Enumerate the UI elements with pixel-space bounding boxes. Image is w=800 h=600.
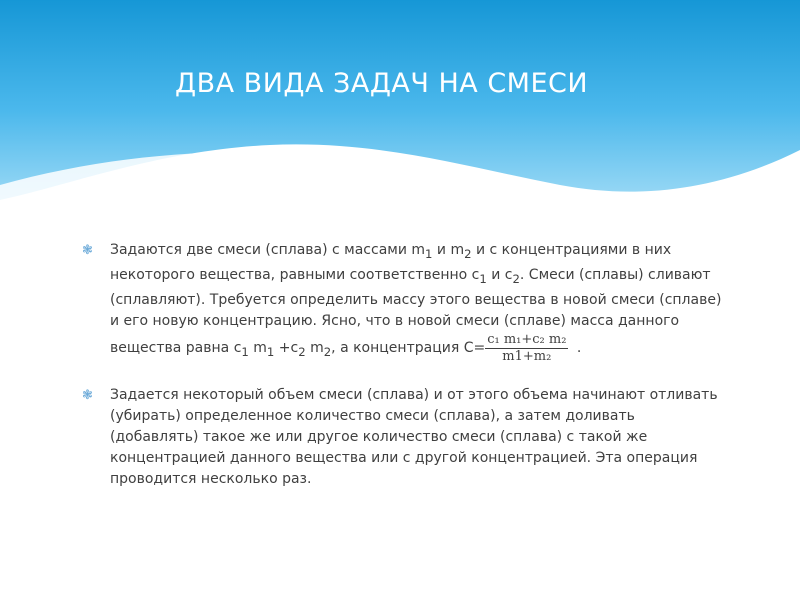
fraction-denominator: m1+m₂ xyxy=(502,348,552,364)
subscript: 2 xyxy=(512,271,520,286)
flower-bullet-icon: ❃ xyxy=(82,387,93,403)
subscript: 1 xyxy=(479,271,487,286)
fraction-numerator: c₁ m₁+c₂ m₂ xyxy=(487,331,567,347)
text-part: и с концентрациями в них некоторого вещества, равными соответственно c xyxy=(110,242,672,283)
bullet-text: Задается некоторый объем смеси (сплава) и от этого объема начинают отливать (убирать) определенное количество смеси (сплава), а затем доливать (добавлять) такое же или другое количество смеси (сплава) с такой же концентрацией данного вещества или с другой концентрацией. Эта операция проводится несколько раз. xyxy=(110,386,718,487)
text-part: , а концентрация C= xyxy=(331,340,486,357)
bullet-item-mixing xyxy=(82,240,722,365)
slide-title: ДВА ВИДА ЗАДАЧ НА СМЕСИ xyxy=(175,68,589,99)
text-part: и c xyxy=(486,266,513,283)
text-part: . xyxy=(572,340,582,357)
text-part: m xyxy=(248,340,267,357)
subscript: 2 xyxy=(464,246,472,261)
flower-bullet-icon: ❃ xyxy=(82,243,93,258)
text-part: m xyxy=(305,340,324,357)
subscript: 1 xyxy=(241,344,249,359)
text-part: Задаются две смеси (сплава) с массами m xyxy=(110,242,426,258)
header-wave-background xyxy=(0,0,800,230)
bullet-item-pouring xyxy=(82,385,722,490)
content-area xyxy=(82,240,722,490)
concentration-fraction xyxy=(485,332,568,365)
subscript: 1 xyxy=(425,246,433,261)
bullet-text xyxy=(110,242,722,364)
text-part: и m xyxy=(432,242,465,258)
text-part: +c xyxy=(274,340,299,357)
subscript: 1 xyxy=(266,344,275,359)
text-part: . Смеси (сплавы) сливают (сплавляют). Требуется определить массу этого вещества в новой смеси (сплаве) и его новую концентрацию. Ясно, что в новой смеси (сплаве) масса данного вещества равна c xyxy=(110,266,722,357)
subscript: 2 xyxy=(298,344,306,359)
subscript: 2 xyxy=(323,344,332,359)
